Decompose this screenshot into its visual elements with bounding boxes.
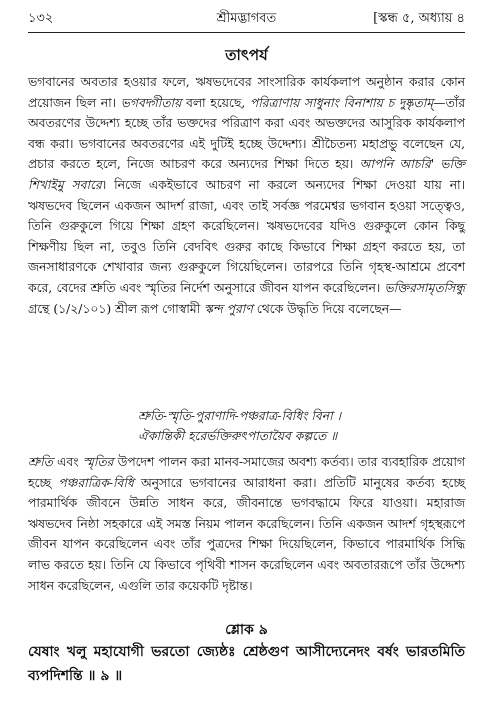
text-run: —তাঁর অবতরণের উদ্দেশ্য হচ্ছে তাঁর ভক্তদের পরিত্রাণ করা এবং অভক্তদের আসুরিক কার্যকলাপ বন্ধ করা। ভগবানের অবতরণের এই দুটিই হচ্ছে উদ্দেশ্য। শ্রীচৈতন্য মহাপ্রভু বলেছেন যে, প্রচার করতে হলে, নিজে আচরণ করে অন্যদের শিক্ষা দিতে হয়।	[28, 95, 466, 172]
page-number: ১৩২	[28, 10, 54, 26]
sloka-heading: শ্লোক ৯	[225, 622, 268, 638]
italic-run: পরিত্রাণায় সাধুনাং বিনাশায় চ দুষ্কৃতাম্	[249, 95, 434, 110]
header-rule	[28, 32, 465, 33]
italic-run: স্কন্দ পুরাণ	[204, 301, 253, 316]
verse-line-1: শ্রুতি-স্মৃতি-পুরাণাদি-পঞ্চরাত্র-বিধিং বিনা ।	[138, 409, 341, 423]
text-run: থেকে উদ্ধৃতি দিয়ে বলেছেন—	[252, 301, 402, 316]
italic-run: স্মৃতির	[82, 455, 114, 469]
text-run: এবং	[52, 455, 83, 469]
sloka-text: যেষাং খলু মহাযোগী ভরতো জ্যেষ্ঠঃ শ্রেষ্ঠগুণ আসীদ্যেনেদং বর্ষং ভারতমিতি ব্যপদিশন্তি ॥ ৯ ॥	[28, 644, 465, 684]
italic-run: পঞ্চরাত্রিক-বিধি	[58, 475, 134, 490]
purport-paragraph-2	[28, 452, 465, 596]
chapter-reference: [স্কন্ধ ৫, অধ্যায় ৪	[373, 10, 465, 26]
text-run: উপদেশ পালন করা মানব-সমাজের অবশ্য কর্তব্য। তার ব্যবহারিক প্রয়োগ হচ্ছে	[28, 455, 465, 490]
text-run: বলা হয়েছে,	[181, 95, 250, 110]
book-title: শ্রীমদ্ভাগবত	[216, 10, 277, 26]
italic-run: আপনি আচরি' ভক্তি শিখাইমু সবারে	[28, 157, 465, 192]
running-header	[28, 8, 465, 30]
text-run: ভগবানের অবতার হওয়ার ফলে, ঋষভদেবের সাংসারিক কার্যকলাপ অনুষ্ঠান করার কোন প্রয়োজন ছিল না।	[28, 75, 465, 110]
verse-line-2: ঐকান্তিকী হরের্ভক্তিরুৎপাতায়ৈব কল্পতে ॥	[138, 429, 338, 443]
italic-run: ভক্তিরসামৃতসিন্ধু	[384, 280, 465, 295]
quoted-verse	[138, 406, 473, 446]
purport-heading: তাৎপর্য	[225, 46, 268, 64]
italic-run: ভগবদ্গীতায়	[120, 95, 182, 110]
text-run: অনুসারে ভগবানের আরাধনা করা। প্রতিটি মানুষের কর্তব্য হচ্ছে পারমার্থিক জীবনে উন্নতি সাধন করে, জীবনান্তে ভগবদ্ধামে ফিরে যাওয়া। মহারাজ ঋষভদেব নিষ্ঠা সহকারে এই সমস্ত নিয়ম পালন করেছিলেন। তিনি একজন আদর্শ গৃহস্থরূপে জীবন যাপন করেছিলেন এবং তাঁর পুত্রদের শিক্ষা দিয়েছিলেন, কিভাবে পারমার্থিক সিদ্ধি লাভ করতে হয়। তিনি যে কিভাবে পৃথিবী শাসন করেছিলেন এবং অবতাররূপে তাঁর উদ্দেশ্য সাধন করেছিলেন, এগুলি তার কয়েকটি দৃষ্টান্ত।	[28, 475, 466, 593]
text-run: গ্রন্থে (১/২/১০১) শ্রীল রূপ গোস্বামী	[28, 301, 205, 316]
italic-run: শ্রুতি	[28, 455, 53, 469]
purport-paragraph-1	[28, 72, 465, 319]
text-run: । নিজে একইভাবে আচরণ না করলে অন্যদের শিক্ষা দেওয়া যায় না। ঋষভদেব ছিলেন একজন আদর্শ রাজা, এবং তাই সর্বজ্ঞ পরমেশ্বর ভগবান হওয়া সত্ত্বেও, তিনি গুরুকুলে গিয়ে শিক্ষা গ্রহণ করেছিলেন। ঋষভদেবের যদিও গুরুকুলে কোন কিছু শিক্ষণীয় ছিল না, তবুও তিনি বেদবিৎ গুরুর কাছে কিভাবে শিক্ষা গ্রহণ করতে হয়, তা জনসাধারণকে শেখাবার জন্য গুরুকুলে গিয়েছিলেন। তারপরে তিনি গৃহস্থ-আশ্রমে প্রবেশ করে, বেদের শ্রুতি এবং স্মৃতির নির্দেশ অনুসারে জীবন যাপন করেছিলেন।	[28, 177, 466, 295]
